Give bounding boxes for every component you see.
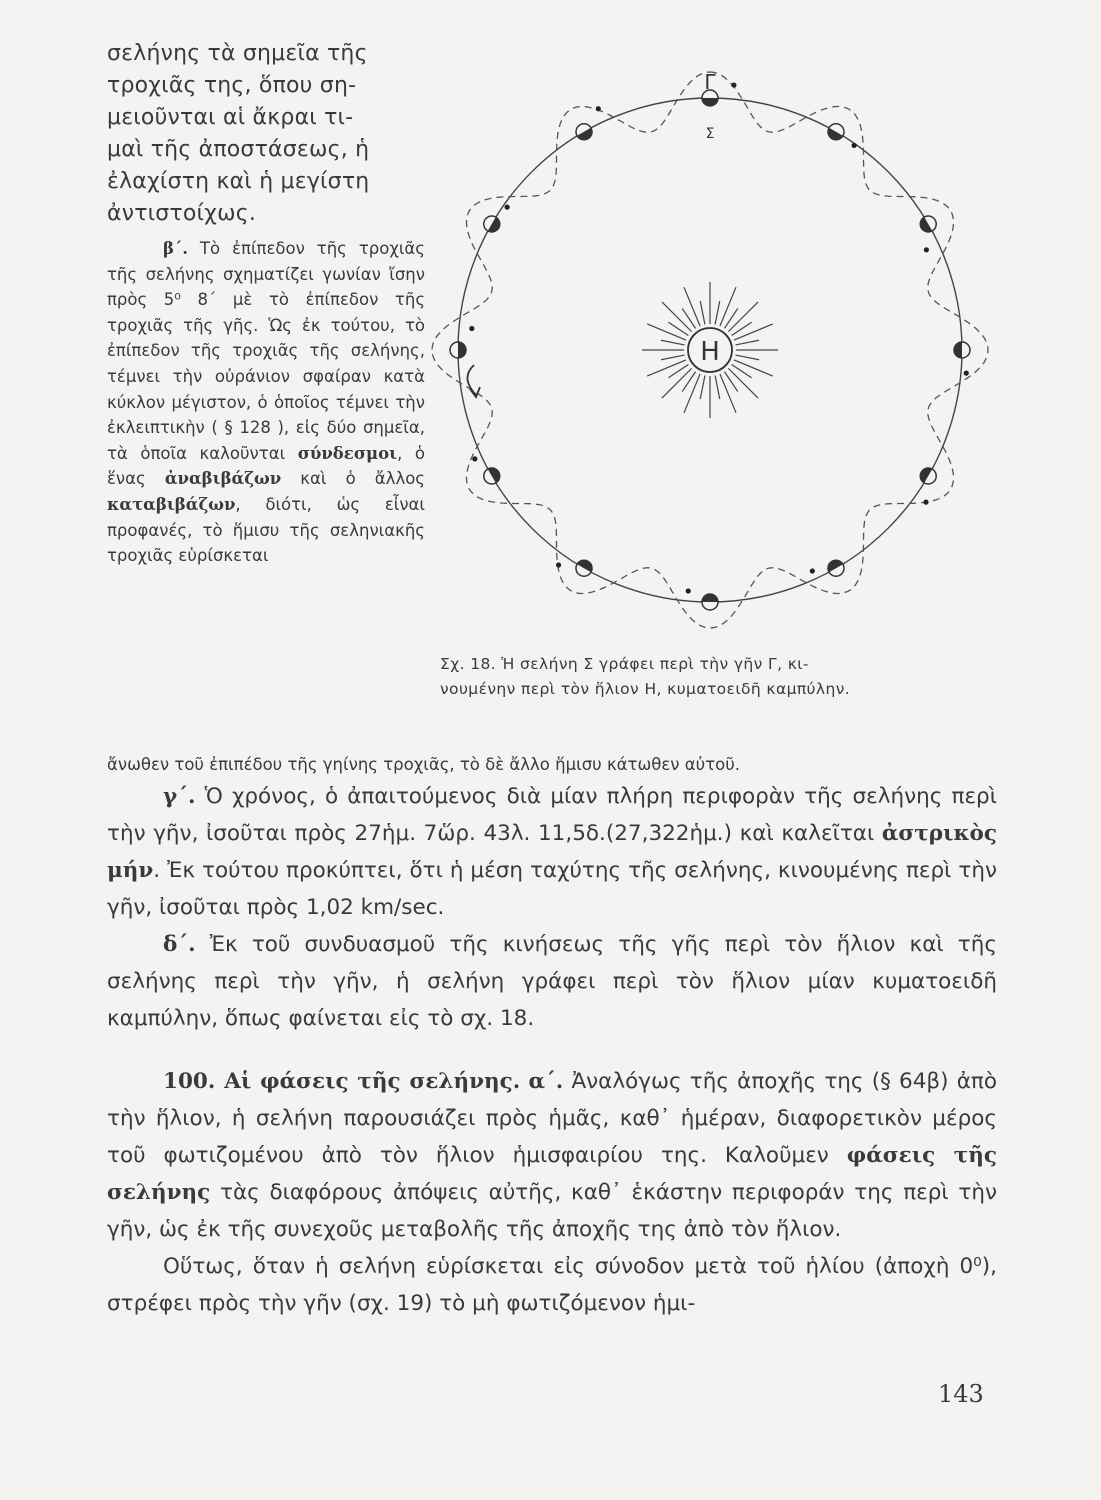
moon-dot-icon bbox=[596, 106, 601, 111]
sun-ray bbox=[661, 355, 685, 360]
section-100 bbox=[107, 1063, 997, 1248]
sun-ray bbox=[661, 340, 685, 345]
moon-dot-icon bbox=[923, 500, 928, 505]
caption-line: νουμένην περὶ τὸν ἥλιον Η, κυματοειδῆ καμπύλην. bbox=[440, 680, 851, 698]
moon-dot-icon bbox=[505, 205, 510, 210]
earth-label: Γ bbox=[704, 70, 716, 94]
sun-ray bbox=[700, 376, 705, 400]
continuation-line: ἄνωθεν τοῦ ἐπιπέδου τῆς γηίνης τροχιᾶς, τὸ δὲ ἄλλο ἥμισυ κάτωθεν αὐτοῦ. bbox=[107, 755, 741, 774]
sun-ray bbox=[736, 340, 760, 345]
sun-ray bbox=[700, 301, 705, 325]
paragraph-text: . Ἐκ τούτου προκύπτει, ὅτι ἡ μέση ταχύτης τῆς σελήνης, κινουμένης περὶ τὴν γῆν, ἰσοῦται πρὸς 1,02 km/sec. bbox=[107, 858, 997, 920]
paragraph-label: β΄. bbox=[163, 239, 188, 258]
text-line: τροχιᾶς της, ὅπου ση- bbox=[107, 73, 357, 98]
paragraph-label: γ΄. bbox=[163, 784, 196, 809]
earth-shadow-icon bbox=[702, 98, 718, 106]
moon-dot-icon bbox=[556, 562, 561, 567]
text-line: ἐλαχίστη καὶ ἡ μεγίστη bbox=[107, 169, 370, 194]
moon-dot-icon bbox=[731, 82, 736, 87]
section-heading: 100. Αἱ φάσεις τῆς σελήνης. bbox=[163, 1069, 521, 1094]
moon-dot-icon bbox=[924, 247, 929, 252]
term-phases: φάσεις τῆς σελήνης bbox=[107, 1143, 997, 1205]
sun-ray bbox=[647, 324, 686, 340]
earth-shadow-icon bbox=[702, 594, 718, 602]
sun-ray bbox=[720, 287, 736, 326]
paragraph-text: Ἀναλόγως τῆς ἀποχῆς της (§ 64β) ἀπὸ τὴν ἥλιον, ἡ σελήνη παρουσιάζει πρὸς ἡμᾶς, καθ᾽ ἡμέραν, διαφορετικὸν μέρος τοῦ φωτιζομένου ἀπὸ τὸν ἥλιον ἡμισφαιρίου της. Καλοῦμεν bbox=[107, 1069, 997, 1168]
term-sidereal-month: ἀστρικὸς μήν bbox=[107, 821, 997, 883]
figure-caption bbox=[440, 652, 1000, 702]
paragraph-text: , ὁ ἕνας bbox=[107, 443, 425, 489]
term-ascending: ἀναβιβάζων bbox=[164, 469, 282, 489]
earth-shadow-icon bbox=[458, 342, 466, 358]
paragraph-last: Οὕτως, ὅταν ἡ σελήνη εὑρίσκεται εἰς σύνοδον μετὰ τοῦ ἡλίου (ἀποχὴ 0⁰), στρέφει πρὸς τὴν γῆν (σχ. 19) τὸ μὴ φωτιζόμενον ἡμι- bbox=[107, 1254, 997, 1316]
sun-ray bbox=[715, 301, 720, 325]
sun-label: Η bbox=[700, 337, 720, 367]
intro-lines bbox=[107, 38, 425, 230]
sun-ray bbox=[684, 374, 700, 413]
moon-dot-icon bbox=[810, 568, 815, 573]
page-number: 143 bbox=[938, 1380, 984, 1408]
main-text bbox=[107, 752, 997, 1322]
sun-ray bbox=[734, 324, 773, 340]
sun-ray bbox=[647, 360, 686, 376]
left-text-column bbox=[107, 38, 425, 569]
sun-ray bbox=[734, 360, 773, 376]
paragraph-gamma bbox=[107, 778, 997, 926]
paragraph-text: Ὁ χρόνος, ὁ ἀπαιτούμενος διὰ μίαν πλήρη περιφορὰν τῆς σελήνης περὶ τὴν γῆν, ἰσοῦται πρὸς 27ἡμ. 7ὥρ. 43λ. 11,5δ.(27,322ἡμ.) καὶ καλεῖται bbox=[107, 784, 997, 846]
moon-dot-icon bbox=[964, 371, 969, 376]
moon-dot-icon bbox=[469, 326, 474, 331]
paragraph-text: Ἐκ τοῦ συνδυασμοῦ τῆς κινήσεως τῆς γῆς περὶ τὸν ἥλιον καὶ τῆς σελήνης περὶ τὴν γῆν, ἡ σελήνη γράφει περὶ τὸν ἥλιον μίαν κυματοειδῆ καμπύλην, ὅπως φαίνεται εἰς τὸ σχ. 18. bbox=[107, 932, 997, 1031]
paragraph-text: , διότι, ὡς εἶναι προφανές, τὸ ἥμισυ τῆς σεληνιακῆς τροχιᾶς εὑρίσκεται bbox=[107, 494, 425, 566]
sun-ray bbox=[684, 287, 700, 326]
text-line: μαὶ τῆς ἀποστάσεως, ἡ bbox=[107, 137, 370, 162]
term-descending: καταβιβάζων bbox=[107, 494, 236, 514]
sun-ray bbox=[736, 355, 760, 360]
sun-ray bbox=[715, 376, 720, 400]
paragraph-beta bbox=[107, 236, 425, 569]
paragraph-text: Τὸ ἐπίπεδον τῆς τροχιᾶς τῆς σελήνης σχηματίζει γωνίαν ἴσην πρὸς 5⁰ 8΄ μὲ τὸ ἐπίπεδον τῆς τροχιᾶς τῆς γῆς. Ὡς ἐκ τούτου, τὸ ἐπίπεδον τῆς τροχιᾶς τῆς σελήνης, τέμνει τὴν οὐράνιον σφαίραν κατὰ κύκλον μέγιστον, ὁ ὁποῖος τέμνει τὴν ἐκλειπτικὴν ( § 128 ), εἰς δύο σημεῖα, τὰ ὁποῖα καλοῦνται bbox=[107, 239, 425, 463]
paragraph-label: α΄. bbox=[528, 1069, 564, 1094]
moon-orbit-figure bbox=[430, 60, 1010, 660]
moon-dot-icon bbox=[686, 588, 691, 593]
moon-dot-icon bbox=[472, 456, 477, 461]
moon-label: Σ bbox=[705, 126, 715, 142]
text-line: ἀντιστοίχως. bbox=[107, 201, 257, 226]
moon-dot-icon bbox=[851, 143, 856, 148]
text-line: μειοῦνται αἱ ἄκραι τι- bbox=[107, 105, 354, 130]
paragraph-text: καὶ ὁ ἄλλος bbox=[281, 469, 425, 489]
term-nodes: σύνδεσμοι bbox=[297, 443, 398, 463]
paragraph-text: τὰς διαφόρους ἀπόψεις αὐτῆς, καθ᾽ ἑκάστην περιφοράν της περὶ τὴν γῆν, ὡς ἐκ τῆς συνεχοῦς μεταβολῆς τῆς ἀποχῆς της ἀπὸ τὸν ἥλιον. bbox=[107, 1180, 997, 1242]
text-line: σελήνης τὰ σημεῖα τῆς bbox=[107, 41, 368, 66]
caption-line: Σχ. 18. Ἡ σελήνη Σ γράφει περὶ τὴν γῆν Γ, κι- bbox=[440, 655, 809, 673]
earth-shadow-icon bbox=[954, 342, 962, 358]
sun-ray bbox=[720, 374, 736, 413]
paragraph-delta bbox=[107, 926, 997, 1037]
paragraph-label: δ΄. bbox=[163, 932, 196, 957]
